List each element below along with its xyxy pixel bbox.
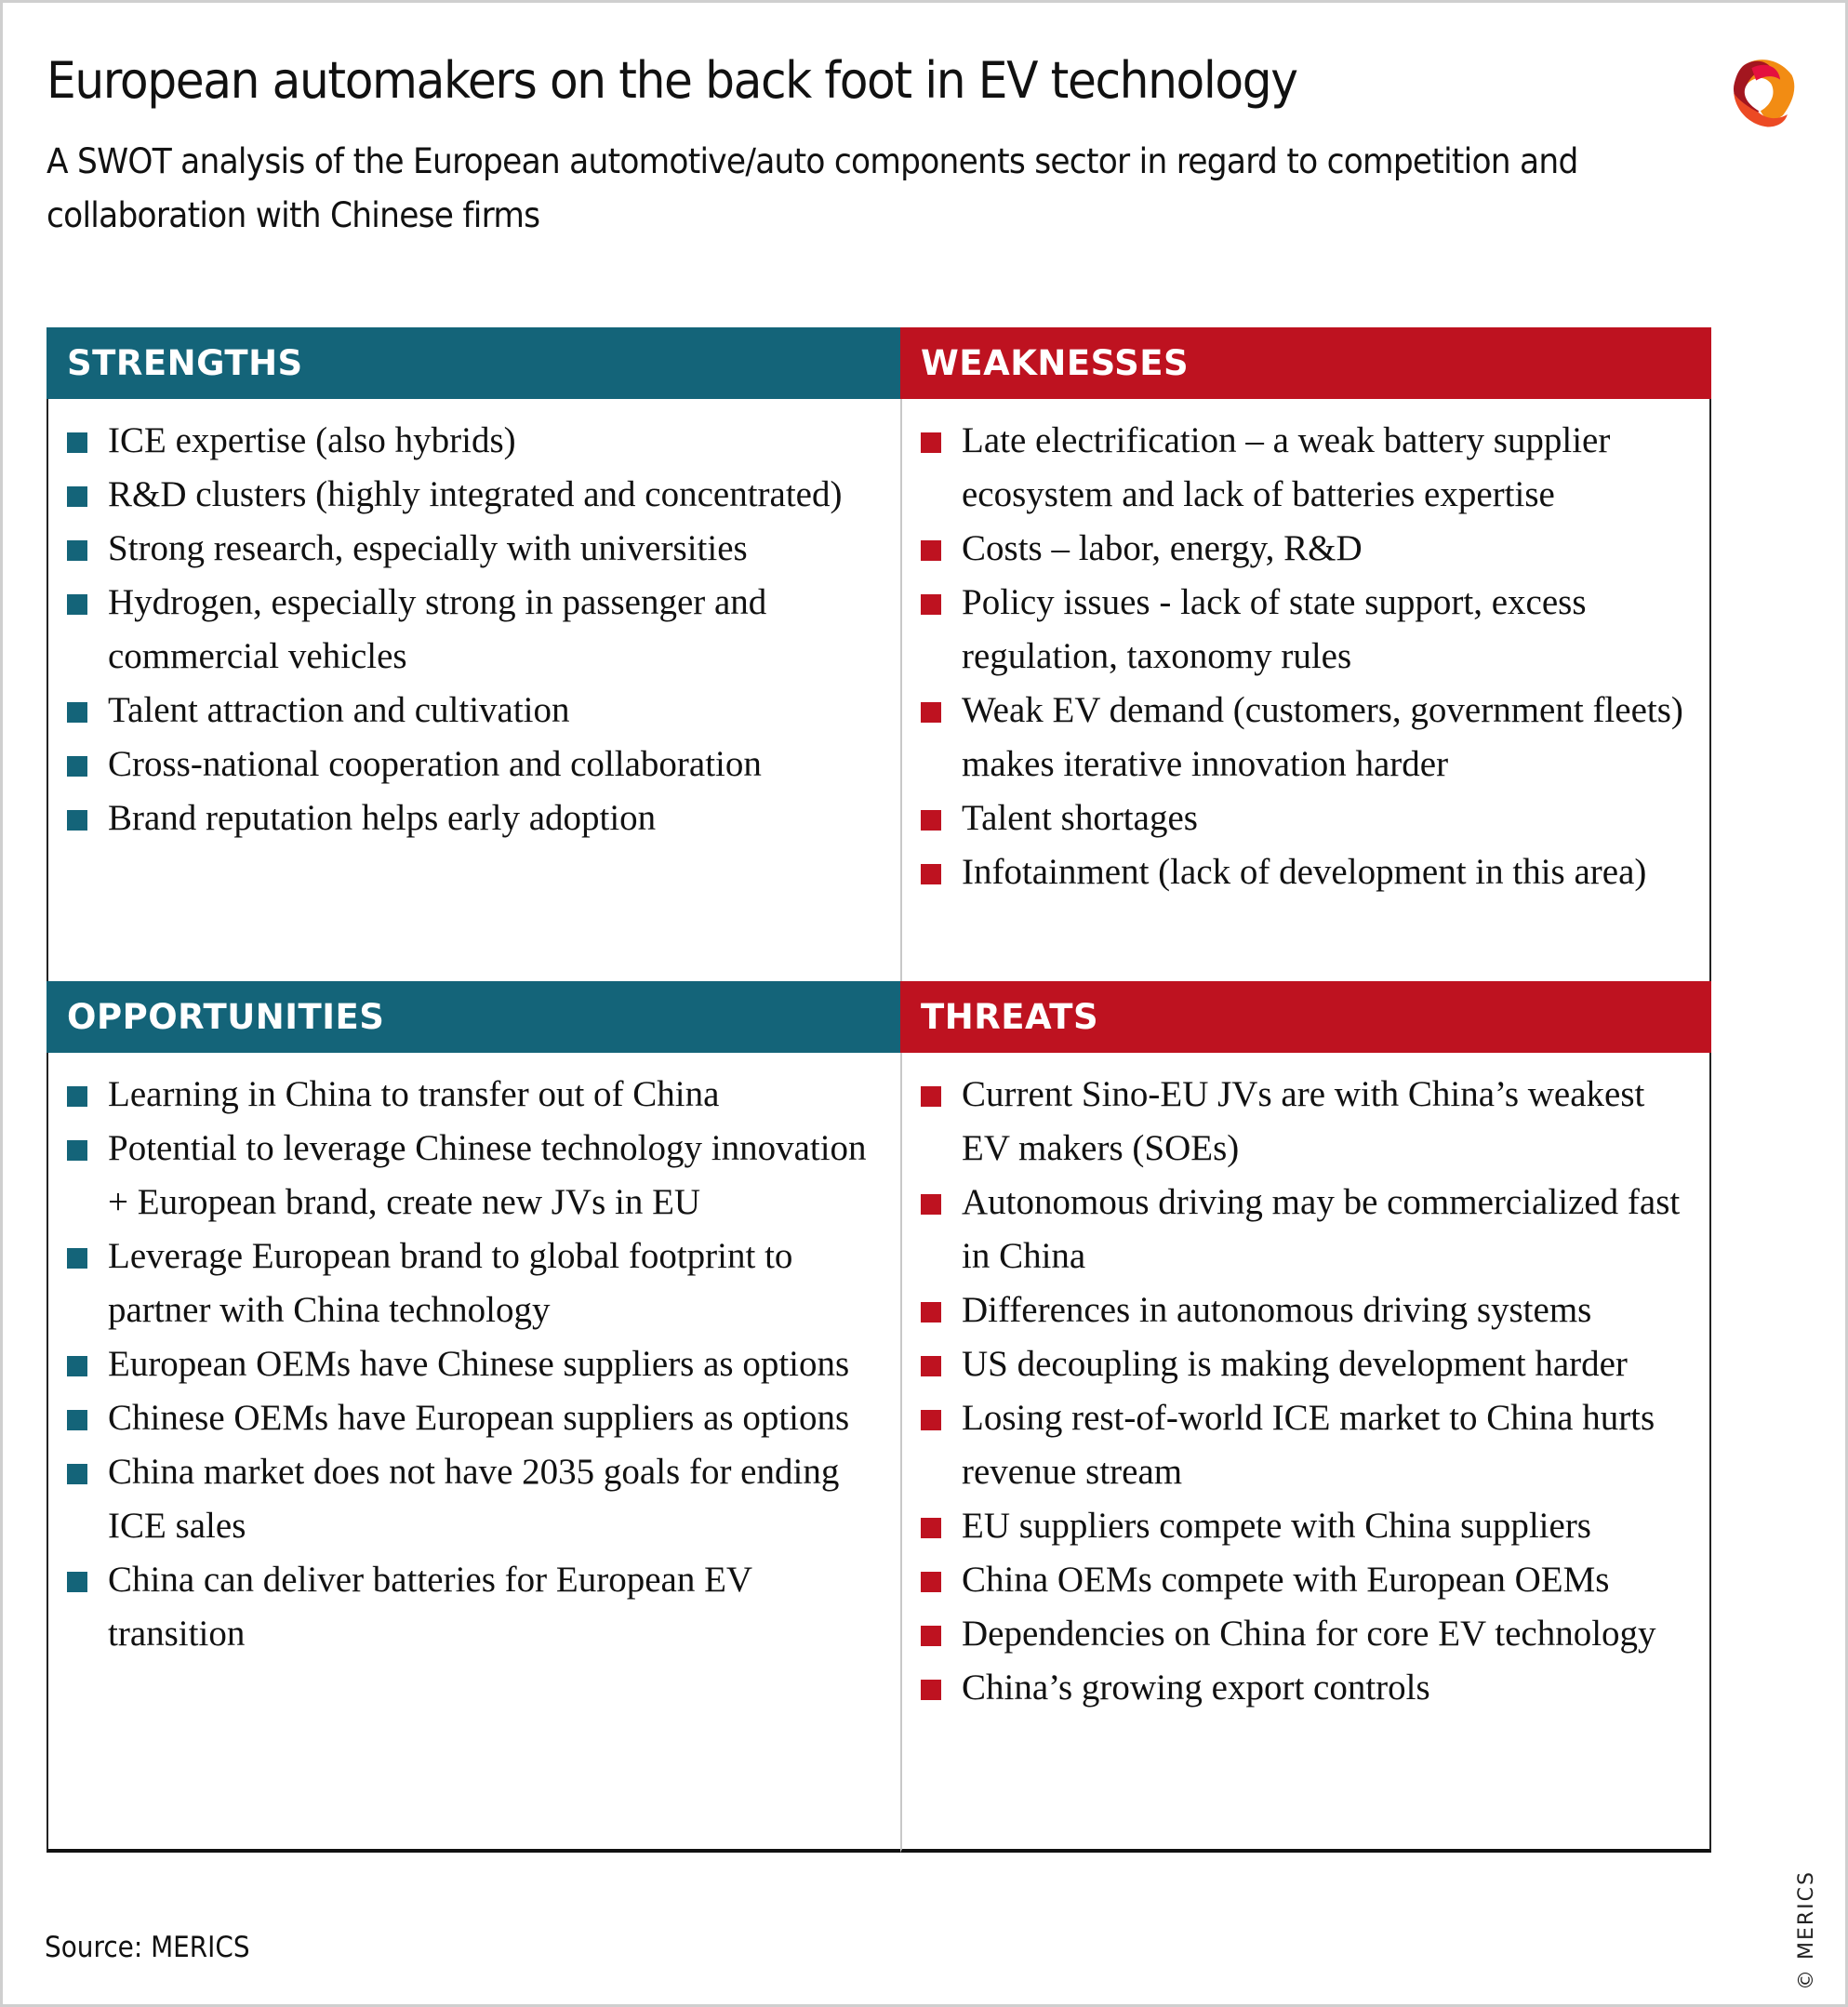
list-item: China’s growing export controls (921, 1661, 1691, 1715)
opportunities-list (48, 1053, 900, 1661)
square-bullet-icon (921, 702, 941, 723)
square-bullet-icon (921, 594, 941, 615)
square-bullet-icon (67, 1572, 87, 1592)
swot-threats (900, 981, 1711, 1853)
list-item: Infotainment (lack of development in this area) (921, 845, 1691, 899)
square-bullet-icon (921, 1680, 941, 1700)
square-bullet-icon (921, 1572, 941, 1592)
list-item: Late electrification – a weak battery supplier ecosystem and lack of batteries expertise (921, 414, 1691, 522)
square-bullet-icon (921, 540, 941, 561)
list-item: Current Sino-EU JVs are with China’s weakest EV makers (SOEs) (921, 1068, 1691, 1176)
square-bullet-icon (67, 1356, 87, 1376)
square-bullet-icon (67, 486, 87, 507)
square-bullet-icon (921, 1194, 941, 1215)
square-bullet-icon (921, 810, 941, 831)
list-item: R&D clusters (highly integrated and concentrated) (67, 468, 882, 522)
list-item: Brand reputation helps early adoption (67, 791, 882, 845)
square-bullet-icon (67, 702, 87, 723)
strengths-header: STRENGTHS (47, 327, 900, 399)
square-bullet-icon (67, 540, 87, 561)
list-item: European OEMs have Chinese suppliers as options (67, 1337, 882, 1391)
square-bullet-icon (67, 432, 87, 453)
swot-opportunities (47, 981, 900, 1853)
list-item: Autonomous driving may be commercialized fast in China (921, 1176, 1691, 1283)
chart-title: European automakers on the back foot in EV technology (47, 51, 1297, 110)
list-item: US decoupling is making development harder (921, 1337, 1691, 1391)
copyright-note: © MERICS (1795, 1870, 1818, 1990)
square-bullet-icon (921, 1518, 941, 1538)
square-bullet-icon (921, 1356, 941, 1376)
threats-list (902, 1053, 1709, 1715)
list-item: Leverage European brand to global footprint to partner with China technology (67, 1229, 882, 1337)
list-item: Losing rest-of-world ICE market to China hurts revenue stream (921, 1391, 1691, 1499)
list-item: Weak EV demand (customers, government fleets) makes iterative innovation harder (921, 684, 1691, 791)
square-bullet-icon (67, 1248, 87, 1269)
square-bullet-icon (67, 756, 87, 777)
list-item: Talent attraction and cultivation (67, 684, 882, 738)
square-bullet-icon (921, 1626, 941, 1646)
list-item: China market does not have 2035 goals for ending ICE sales (67, 1445, 882, 1553)
square-bullet-icon (67, 810, 87, 831)
square-bullet-icon (67, 594, 87, 615)
opportunities-header: OPPORTUNITIES (47, 981, 900, 1053)
merics-logo-icon (1716, 48, 1805, 138)
square-bullet-icon (67, 1464, 87, 1484)
list-item: Potential to leverage Chinese technology innovation + European brand, create new JVs in EU (67, 1122, 882, 1229)
list-item: EU suppliers compete with China suppliers (921, 1499, 1691, 1553)
list-item: Dependencies on China for core EV technology (921, 1607, 1691, 1661)
weaknesses-list (902, 399, 1709, 899)
threats-header: THREATS (900, 981, 1711, 1053)
swot-weaknesses (900, 327, 1711, 981)
list-item: Policy issues - lack of state support, excess regulation, taxonomy rules (921, 576, 1691, 684)
list-item: China OEMs compete with European OEMs (921, 1553, 1691, 1607)
swot-grid (47, 327, 1711, 1853)
list-item: Talent shortages (921, 791, 1691, 845)
square-bullet-icon (67, 1140, 87, 1161)
list-item: Cross-national cooperation and collaboration (67, 738, 882, 791)
square-bullet-icon (67, 1410, 87, 1430)
list-item: Learning in China to transfer out of China (67, 1068, 882, 1122)
list-item: Costs – labor, energy, R&D (921, 522, 1691, 576)
list-item: Differences in autonomous driving systems (921, 1283, 1691, 1337)
square-bullet-icon (921, 1302, 941, 1322)
swot-strengths (47, 327, 900, 981)
square-bullet-icon (921, 1410, 941, 1430)
strengths-list (48, 399, 900, 845)
list-item: ICE expertise (also hybrids) (67, 414, 882, 468)
list-item: China can deliver batteries for European EV transition (67, 1553, 882, 1661)
source-note: Source: MERICS (45, 1931, 250, 1964)
chart-subtitle: A SWOT analysis of the European automotive/auto components sector in regard to competition and collaboration with Chinese firms (47, 141, 1578, 235)
list-item: Hydrogen, especially strong in passenger and commercial vehicles (67, 576, 882, 684)
square-bullet-icon (921, 1086, 941, 1107)
square-bullet-icon (921, 432, 941, 453)
list-item: Chinese OEMs have European suppliers as options (67, 1391, 882, 1445)
square-bullet-icon (67, 1086, 87, 1107)
square-bullet-icon (921, 864, 941, 884)
list-item: Strong research, especially with universities (67, 522, 882, 576)
weaknesses-header: WEAKNESSES (900, 327, 1711, 399)
